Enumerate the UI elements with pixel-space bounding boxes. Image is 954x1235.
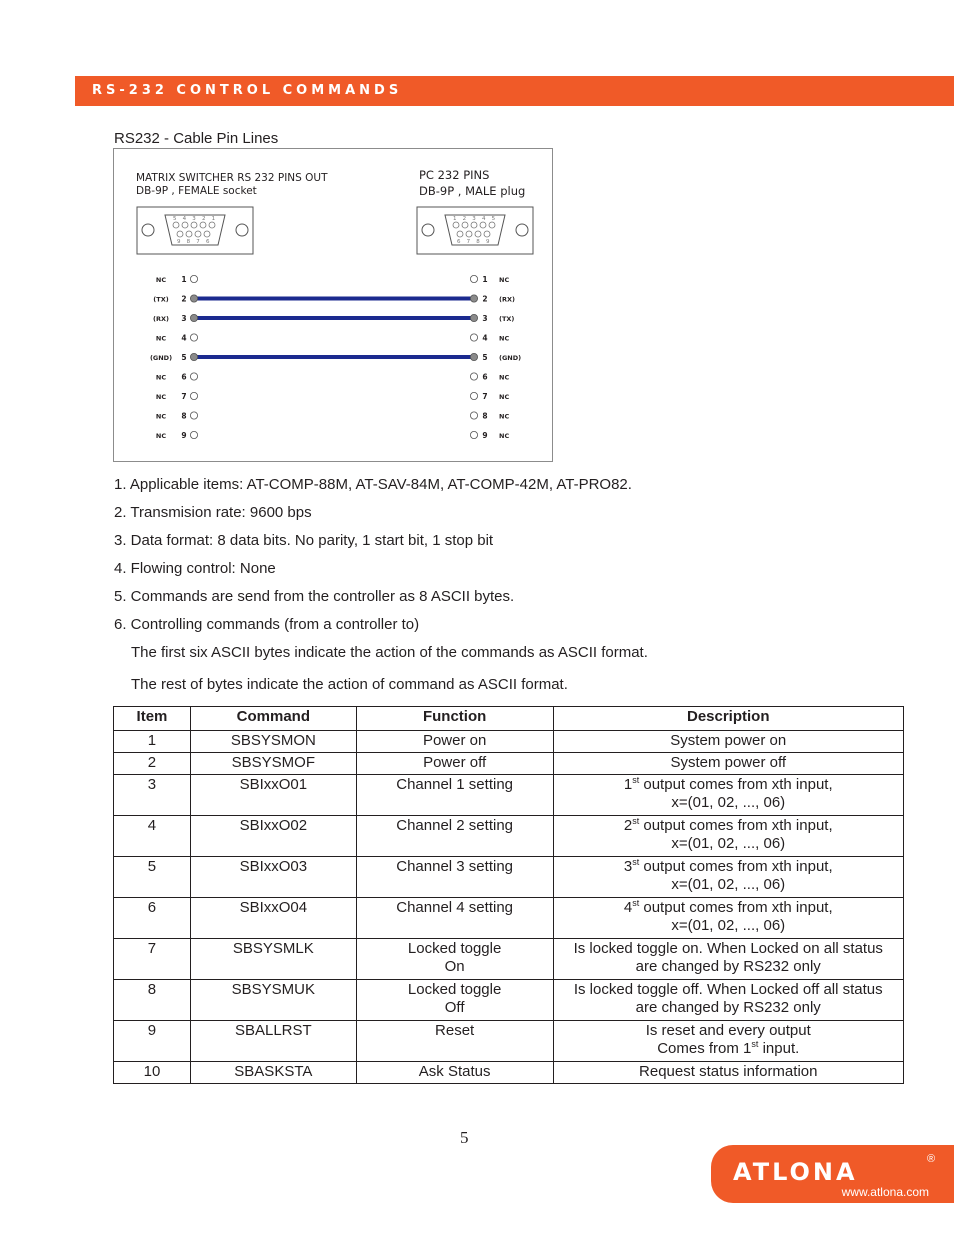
- description-cell: [553, 1021, 904, 1062]
- registered-mark: ®: [927, 1153, 936, 1165]
- left-db9-connector-icon: [137, 207, 253, 254]
- section-header-bar: [75, 76, 954, 106]
- function-cell: [356, 898, 553, 939]
- description-cell: [553, 1062, 904, 1084]
- left-pin-dot: [190, 412, 197, 419]
- table-row: [114, 1062, 904, 1084]
- right-pin-dot: [470, 392, 477, 399]
- left-pin-dot: [190, 314, 197, 321]
- left-pin-number: 7: [181, 392, 187, 401]
- function-text: Channel 1 setting: [396, 776, 513, 793]
- item-cell: 3: [114, 775, 191, 816]
- right-pin-dot: [470, 431, 477, 438]
- table-row: [114, 898, 904, 939]
- description-text: Comes from 1: [657, 1040, 752, 1057]
- right-pin-label: NC: [499, 334, 510, 343]
- left-pin-dot: [190, 373, 197, 380]
- function-cell: [356, 775, 553, 816]
- left-pin-label: NC: [155, 393, 167, 401]
- item-cell: 1: [114, 731, 191, 753]
- item-cell: 6: [114, 898, 191, 939]
- column-header-item: Item: [114, 707, 191, 731]
- left-pin-label: NC: [155, 432, 167, 440]
- function-cell: [356, 980, 553, 1021]
- function-text: Locked toggle: [407, 981, 502, 998]
- left-pin-number: 2: [181, 294, 187, 304]
- function-text: Channel 3 setting: [396, 858, 513, 875]
- description-text: output comes from xth input,: [639, 899, 833, 916]
- function-cell: [356, 939, 553, 980]
- function-text: Locked toggle: [407, 940, 502, 957]
- description-text: x=(01, 02, ..., 06): [671, 835, 786, 852]
- function-text: Ask Status: [418, 1063, 491, 1080]
- function-text: Reset: [435, 1022, 475, 1039]
- left-pin-dot: [190, 334, 197, 341]
- left-pin-number: 5: [181, 353, 187, 362]
- ordinal-suffix: st: [751, 1039, 759, 1049]
- right-db9-connector-icon: [417, 207, 533, 254]
- left-bottom-pin-numbers: 9 8 7 6: [177, 239, 212, 245]
- left-pin-label: NC: [155, 276, 167, 284]
- ordinal-suffix: st: [632, 898, 640, 908]
- command-cell: SBIxxO03: [190, 857, 356, 898]
- right-pin-number: 6: [482, 372, 488, 382]
- pin-rows: [150, 275, 521, 440]
- note-item: 5. Commands are send from the controller as 8 ASCII bytes.: [114, 588, 515, 605]
- left-pin-dot: [190, 295, 197, 302]
- left-pin-number: 3: [181, 314, 187, 323]
- left-pin-label: (RX): [153, 315, 169, 323]
- right-pin-number: 4: [482, 333, 488, 343]
- column-header-command: Command: [190, 707, 356, 731]
- right-pin-label: NC: [499, 276, 510, 284]
- right-pin-label: (GND): [499, 354, 522, 362]
- command-cell: SBIxxO02: [190, 816, 356, 857]
- function-text: Channel 4 setting: [396, 899, 513, 916]
- ordinal-number: 3: [623, 858, 633, 875]
- description-cell: [553, 731, 904, 753]
- note-item: 3. Data format: 8 data bits. No parity, 1 start bit, 1 stop bit: [114, 532, 494, 549]
- description-text: Is locked toggle off. When Locked off all status: [573, 981, 883, 998]
- left-pin-dot: [190, 275, 197, 282]
- description-text: x=(01, 02, ..., 06): [671, 794, 786, 811]
- note-item: 1. Applicable items: AT-COMP-88M, AT-SAV-84M, AT-COMP-42M, AT-PRO82.: [114, 476, 632, 493]
- page-number: 5: [460, 1128, 469, 1147]
- note-item: 6. Controlling commands (from a controller to): [114, 616, 420, 633]
- right-pin-label: NC: [499, 393, 510, 401]
- description-text: are changed by RS232 only: [635, 999, 821, 1016]
- command-cell: SBSYSMUK: [190, 980, 356, 1021]
- description-cell: [553, 939, 904, 980]
- command-cell: SBIxxO01: [190, 775, 356, 816]
- table-row: [114, 775, 904, 816]
- left-pin-dot: [190, 431, 197, 438]
- table-row: [114, 980, 904, 1021]
- ordinal-suffix: st: [632, 857, 640, 867]
- table-row: [114, 731, 904, 753]
- left-pin-label: NC: [155, 412, 167, 421]
- right-pin-number: 1: [482, 275, 488, 284]
- left-pin-dot: [190, 392, 197, 399]
- ordinal-number: 1: [623, 776, 633, 793]
- description-text: Is locked toggle on. When Locked on all status: [573, 940, 883, 957]
- description-cell: [553, 753, 904, 775]
- right-pin-label: (TX): [499, 315, 515, 323]
- command-cell: SBSYSMLK: [190, 939, 356, 980]
- command-cell: SBALLRST: [190, 1021, 356, 1062]
- right-pin-dot: [470, 334, 477, 341]
- function-cell: [356, 857, 553, 898]
- table-row: [114, 816, 904, 857]
- description-text: x=(01, 02, ..., 06): [671, 917, 786, 934]
- note-item: 4. Flowing control: None: [114, 560, 276, 577]
- right-pin-number: 7: [482, 392, 488, 401]
- note-item: The first six ASCII bytes indicate the action of the commands as ASCII format.: [131, 644, 648, 661]
- right-bottom-pin-numbers: 6 7 8 9: [457, 239, 492, 245]
- item-cell: 9: [114, 1021, 191, 1062]
- function-text: Power on: [422, 732, 487, 749]
- pin-diagram-svg: [114, 149, 552, 461]
- right-pin-number: 9: [482, 431, 488, 440]
- left-pin-label: NC: [155, 373, 167, 382]
- left-connector-subtitle: DB-9P , FEMALE socket: [136, 185, 257, 197]
- function-cell: [356, 753, 553, 775]
- command-cell: SBSYSMOF: [190, 753, 356, 775]
- item-cell: 7: [114, 939, 191, 980]
- left-pin-label: (GND): [149, 354, 173, 362]
- column-header-function: Function: [356, 707, 553, 731]
- atlona-logo[interactable]: [711, 1145, 954, 1203]
- function-text: Channel 2 setting: [396, 817, 513, 834]
- function-text: Power off: [423, 754, 487, 771]
- function-text: On: [444, 958, 465, 975]
- right-pin-number: 3: [482, 314, 488, 323]
- left-connector-title: MATRIX SWITCHER RS 232 PINS OUT: [136, 172, 328, 184]
- item-cell: 4: [114, 816, 191, 857]
- right-connector-subtitle: DB-9P , MALE plug: [419, 184, 526, 198]
- pin-diagram: [113, 148, 553, 462]
- description-text: output comes from xth input,: [639, 776, 833, 793]
- note-item: The rest of bytes indicate the action of command as ASCII format.: [131, 676, 568, 693]
- right-pin-number: 2: [482, 294, 488, 304]
- right-pin-dot: [470, 353, 477, 360]
- description-cell: [553, 857, 904, 898]
- right-pin-dot: [470, 412, 477, 419]
- atlona-wordmark-icon: [733, 1159, 923, 1183]
- figure-caption: RS232 - Cable Pin Lines: [114, 130, 279, 147]
- command-cell: SBSYSMON: [190, 731, 356, 753]
- note-item: 2. Transmision rate: 9600 bps: [114, 504, 312, 521]
- item-cell: 2: [114, 753, 191, 775]
- description-text: Request status information: [639, 1063, 818, 1080]
- description-text: Is reset and every output: [645, 1022, 811, 1039]
- function-cell: [356, 1021, 553, 1062]
- left-top-pin-numbers: 5 4 3 2 1: [173, 216, 218, 222]
- description-text: are changed by RS232 only: [635, 958, 821, 975]
- ordinal-suffix: st: [632, 816, 640, 826]
- table-row: [114, 753, 904, 775]
- description-text: output comes from xth input,: [639, 817, 833, 834]
- description-cell: [553, 980, 904, 1021]
- description-text: System power on: [670, 732, 787, 749]
- section-title: RS-232 CONTROL COMMANDS: [92, 83, 403, 98]
- command-cell: SBIxxO04: [190, 898, 356, 939]
- column-header-description: Description: [553, 707, 904, 731]
- right-pin-dot: [470, 295, 477, 302]
- website-url[interactable]: www.atlona.com: [841, 1185, 929, 1199]
- function-cell: [356, 816, 553, 857]
- description-cell: [553, 816, 904, 857]
- ordinal-suffix: st: [632, 775, 640, 785]
- description-text: x=(01, 02, ..., 06): [671, 876, 786, 893]
- description-text: System power off: [670, 754, 787, 771]
- item-cell: 10: [114, 1062, 191, 1084]
- command-table: [113, 706, 904, 1084]
- right-pin-label: (RX): [499, 295, 515, 304]
- right-pin-dot: [470, 314, 477, 321]
- command-cell: SBASKSTA: [190, 1062, 356, 1084]
- table-row: [114, 857, 904, 898]
- right-top-pin-numbers: 1 2 3 4 5: [453, 216, 498, 222]
- brand-wordmark: ATLONA: [733, 1159, 858, 1183]
- right-pin-number: 5: [482, 353, 488, 362]
- left-pin-label: (TX): [153, 295, 169, 304]
- right-pin-number: 8: [482, 411, 488, 421]
- left-pin-dot: [190, 353, 197, 360]
- ordinal-number: 4: [623, 899, 633, 916]
- left-pin-number: 8: [181, 411, 187, 421]
- right-pin-dot: [470, 275, 477, 282]
- ordinal-number: 2: [623, 817, 633, 834]
- description-text: input.: [758, 1040, 800, 1057]
- description-cell: [553, 775, 904, 816]
- description-text: output comes from xth input,: [639, 858, 833, 875]
- function-text: Off: [444, 999, 465, 1016]
- item-cell: 8: [114, 980, 191, 1021]
- function-cell: [356, 731, 553, 753]
- table-row: [114, 1021, 904, 1062]
- left-pin-number: 1: [181, 275, 187, 284]
- left-pin-number: 6: [181, 372, 187, 382]
- item-cell: 5: [114, 857, 191, 898]
- function-cell: [356, 1062, 553, 1084]
- left-pin-number: 9: [181, 431, 187, 440]
- right-pin-label: NC: [499, 373, 510, 382]
- left-pin-label: NC: [155, 334, 167, 343]
- right-pin-label: NC: [499, 432, 510, 440]
- right-pin-dot: [470, 373, 477, 380]
- right-pin-label: NC: [499, 412, 510, 421]
- table-row: [114, 939, 904, 980]
- left-pin-number: 4: [181, 333, 187, 343]
- table-header-row: [114, 707, 904, 731]
- description-cell: [553, 898, 904, 939]
- right-connector-title: PC 232 PINS: [419, 168, 490, 182]
